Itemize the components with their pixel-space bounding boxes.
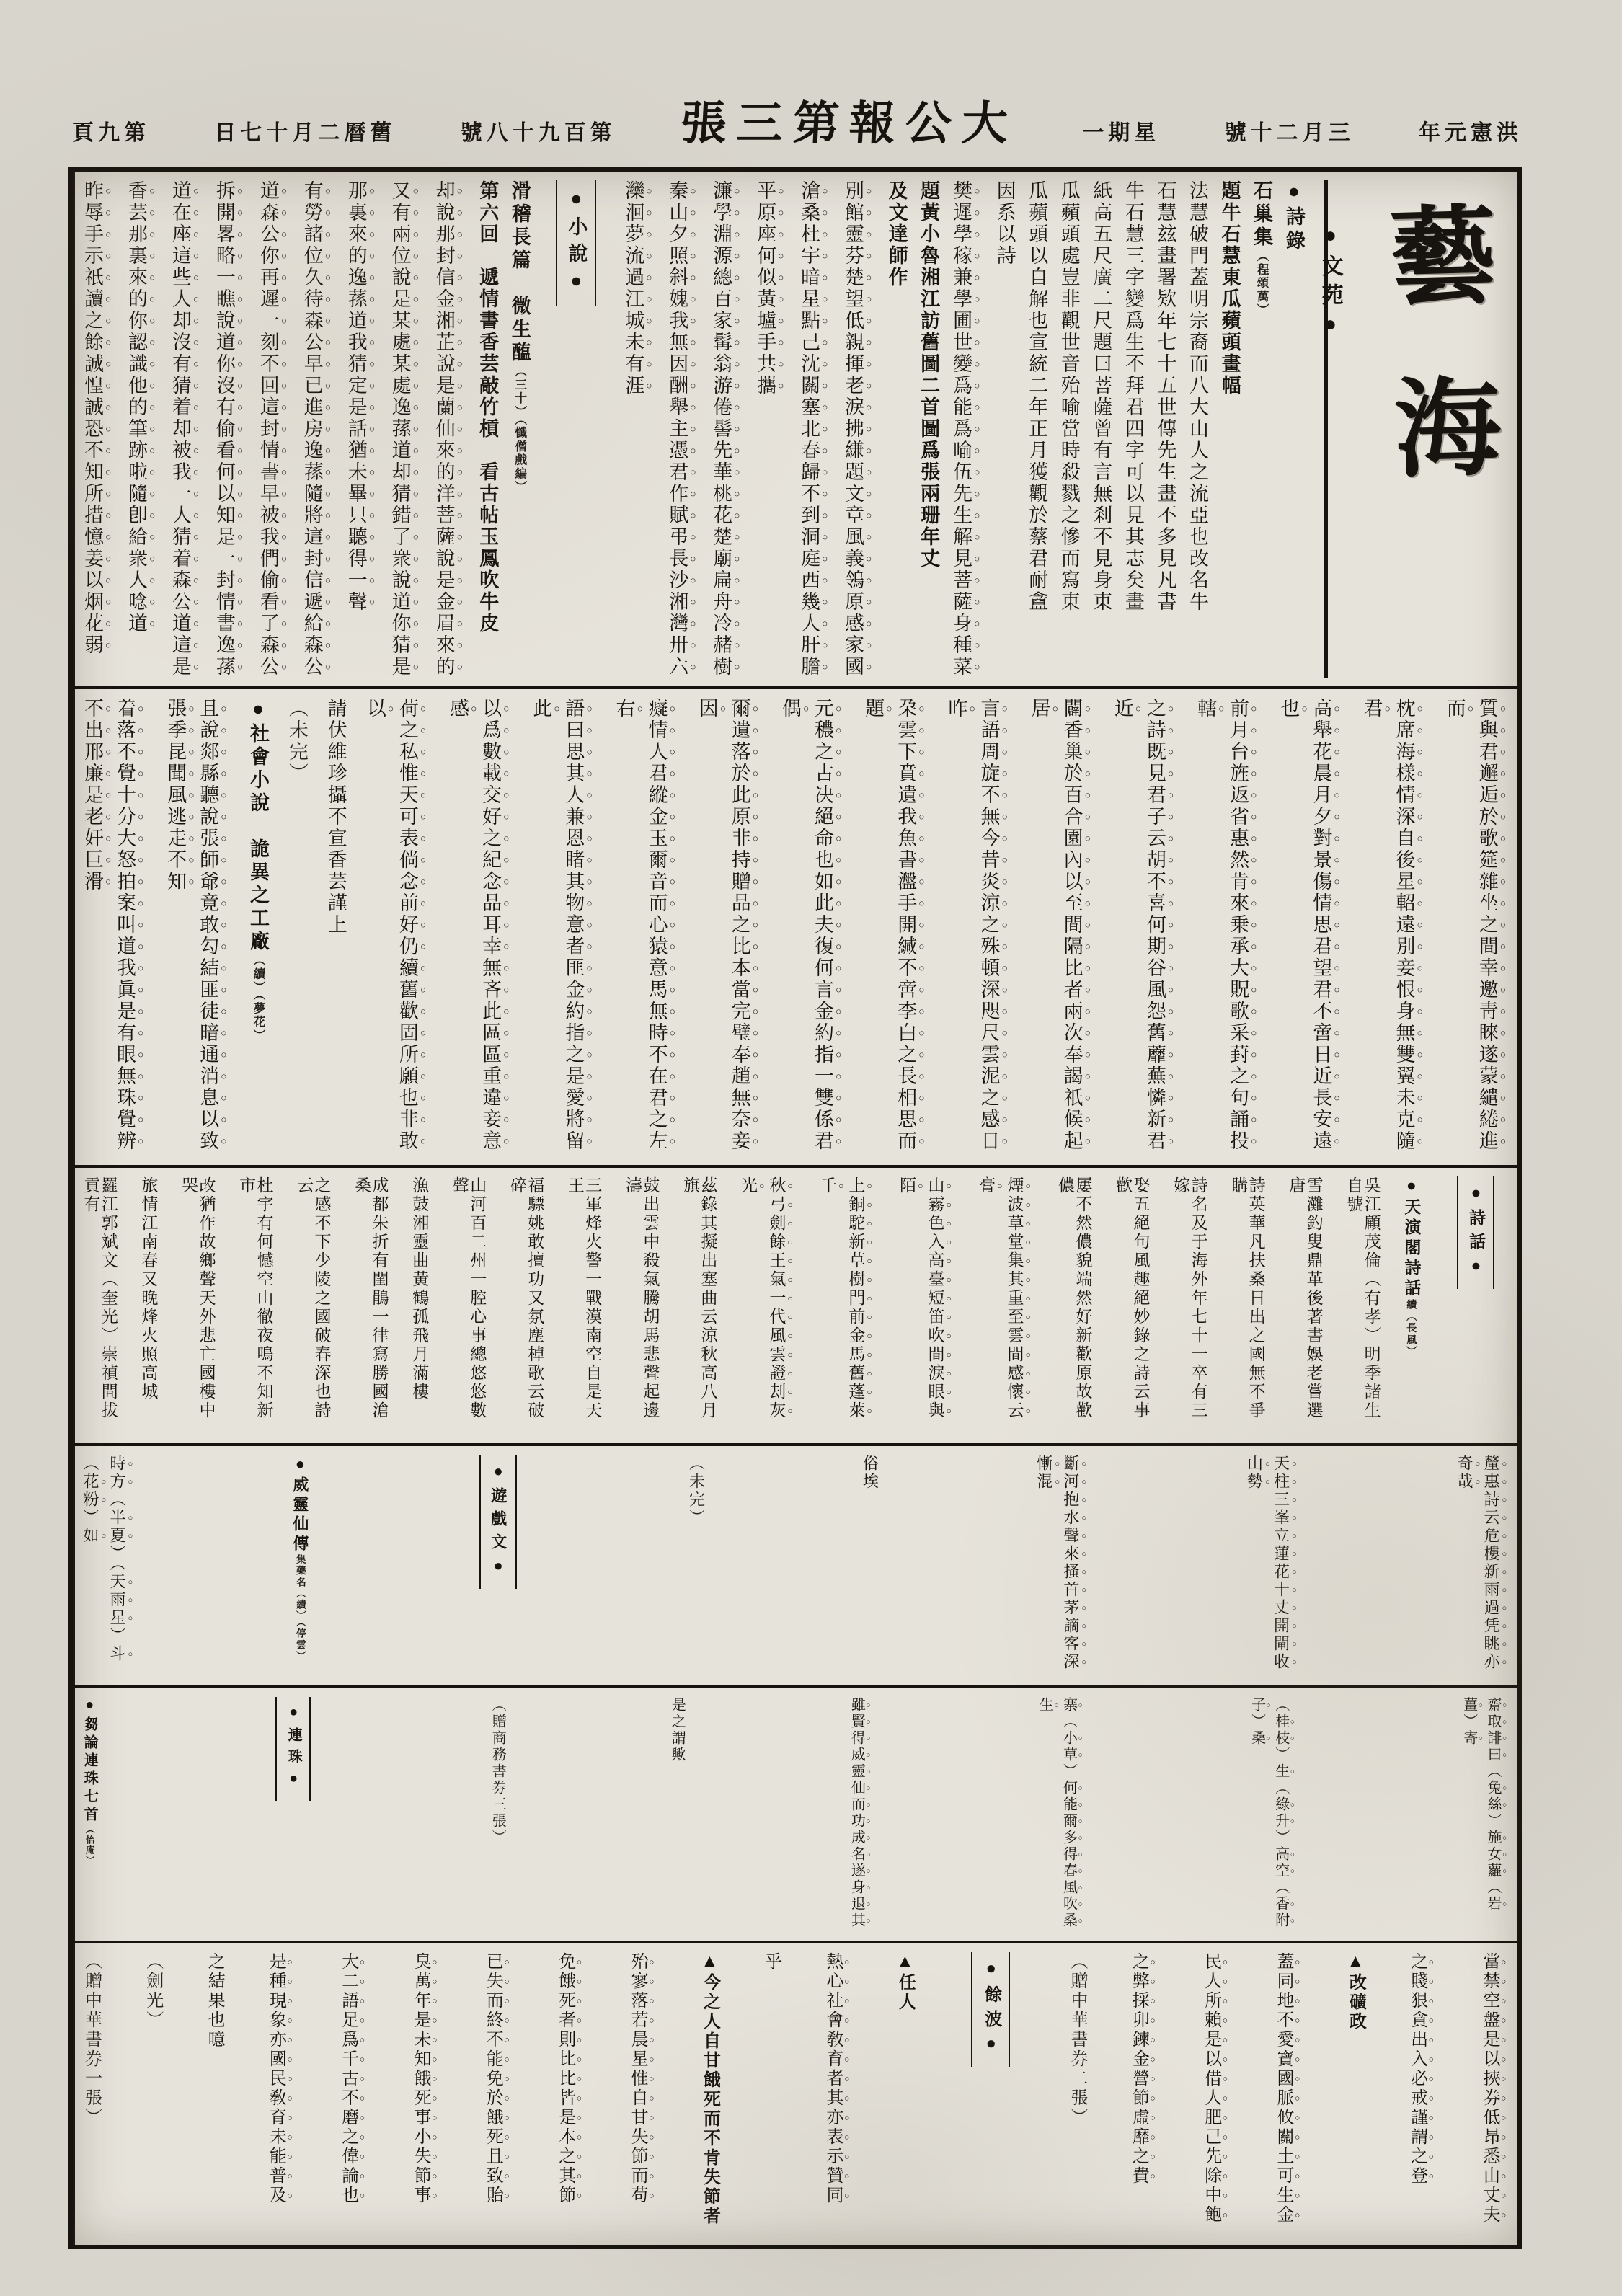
text-column: 已失而終不能免於餓死且致貽	[483, 1952, 502, 2205]
masthead-old-calendar-date: 日七十月二曆舊	[214, 120, 396, 145]
column-annotation: （怡庵）	[84, 1825, 95, 1866]
text-column: 因系以詩	[993, 180, 1016, 267]
text-column: 第六回 遞情書香芸敲竹槓 看古帖玉鳳吹牛皮	[477, 180, 499, 634]
text-column: 題牛石慧東瓜蘋頭畫幅	[1218, 180, 1241, 396]
text-column: ●威靈仙傳集藥名（續）（停雲）	[291, 1455, 309, 1662]
text-column: 元穠之古决絕命也如此夫復何言金約指一雙係君偶	[779, 698, 834, 1152]
text-column: 寨（小草）何能爾多得春風吹桑生	[1037, 1697, 1077, 1929]
supplement-title-box	[1318, 180, 1510, 678]
text-column: 蓋同地不愛寶國脈攸關土可生金	[1274, 1952, 1293, 2225]
section-label-wenyuan: ●文苑●	[1314, 223, 1352, 526]
text-column: 秋弓劍餘王氣一代風雲證刦灰光	[739, 1176, 786, 1420]
text-column: 樊遲學稼兼學圃世變爲能爲喻伍先生解見菩薩身種菜	[950, 180, 972, 678]
text-column: 之賤狠貪出入必戒謹謂之登	[1407, 1952, 1427, 2186]
band-letter-and-social-novel	[73, 689, 1517, 1168]
text-column: 免餓死者則比比皆是本之其節	[555, 1952, 575, 2205]
column-annotation: （續）（夢花）	[252, 954, 266, 1042]
text-column: 雪灘釣叟鼎革後著書娛老嘗選唐	[1287, 1176, 1323, 1420]
text-column: 煙波草堂集其重至雲間感懷云膏	[977, 1176, 1024, 1420]
text-column: ●詩話●	[1457, 1176, 1494, 1289]
text-column: 道森公你再遲一刻不回這封情書早被我們偷看了森公	[257, 180, 279, 678]
text-column: 屢不然儂貌端然好新歡原故歡儂	[1056, 1176, 1092, 1420]
band-poetry-talk	[73, 1168, 1517, 1446]
text-column: 癡情人君縱金玉爾音而心猿意馬無時不在君之左右	[613, 698, 668, 1152]
text-column: 之感不下少陵之國破春深也詩云	[295, 1176, 331, 1420]
text-column: ▲任人	[895, 1952, 915, 2012]
text-column: 茲錄其擬出塞曲云涼秋高八月旗	[681, 1176, 717, 1420]
text-column: 熱心社會敎育者其亦表示贊同	[823, 1952, 843, 2205]
text-column: 及文達師作	[885, 180, 908, 288]
text-column: 且說郯縣聽說張師爺竟敢勾結匪徒暗通消息以致張季昆聞風逃走不知	[164, 698, 219, 1152]
text-column: 滄桑杜宇暗星點己沈關塞北春歸不到洞庭西幾人肝膽	[798, 180, 820, 678]
column-annotation: 集藥名（續）（停雲）	[294, 1554, 306, 1662]
text-column: 題黃小魯湘江訪舊圖二首圖爲張兩珊年丈	[918, 180, 940, 569]
text-column: ●天演閣詩話續（長風）	[1402, 1176, 1421, 1358]
text-column: 之詩既見君子云胡不喜何期谷風怨舊蘼蕪憐新君近	[1111, 698, 1166, 1152]
band-playful-prose	[73, 1446, 1517, 1688]
text-column: 成都朱折有閨鵑一律寫勝國滄桑	[353, 1176, 389, 1420]
text-column: 着落不覺十分大怒拍案叫道我眞是有眼無珠覺辨不出邢廉是老奸巨滑	[81, 698, 136, 1152]
text-column: 紙高五尺廣二尺題曰菩薩曾有言無剎不見身東	[1090, 180, 1112, 613]
text-column: 高舉花晨月夕對景傷情思君望君不啻日近長安遠也	[1277, 698, 1332, 1152]
text-column: （未完）	[687, 1455, 706, 1527]
band-poetry-and-novel	[73, 172, 1517, 689]
text-column: （贈中華書券一張）	[81, 1952, 101, 2127]
column-annotation: （三十）（懺僧戲編）	[513, 365, 527, 495]
masthead	[72, 98, 1523, 149]
band-ripples	[73, 1943, 1517, 2245]
text-column: 上銅駝新草樹門前金馬舊蓬萊千	[818, 1176, 865, 1420]
supplement-title-calligraphy: 藝海	[1372, 199, 1499, 546]
masthead-weekday: 一期星	[1082, 120, 1161, 145]
text-column: ●芻論連珠七首（怡庵）	[81, 1697, 98, 1866]
text-column: 時方（半夏）（天雨星）斗（花粉）如	[81, 1455, 126, 1663]
text-column: 山河百二州一腔心事總悠悠數聲	[450, 1176, 487, 1420]
text-column: 福驃姚敢擅功又氛塵棹歌云破碎	[508, 1176, 544, 1420]
text-column: 之結果也噫	[205, 1952, 224, 2049]
text-column: 旅情江南春又晚烽火照高城	[139, 1176, 158, 1401]
text-column: ▲改礦政	[1346, 1952, 1365, 2031]
text-column: 濂學淵源總百家髯翁游倦髻先華桃花楚廟扁舟冷赭樹	[710, 180, 732, 678]
text-column: 釐惠詩云危樓新雨過凭眺亦奇哉	[1455, 1455, 1500, 1671]
text-column: 瓜蘋頭以自解也宣統二年正月獲觀於蔡君耐盦	[1026, 180, 1048, 613]
text-column: 臭萬年是未知餓死事小失節事	[411, 1952, 430, 2205]
text-column: 當禁空盤是以挾券低昂悉由丈夫	[1480, 1952, 1499, 2225]
text-column: 鼓出雲中殺氣騰胡馬悲聲起邊濤	[623, 1176, 660, 1420]
text-column: 荷之私惟天可表倘念前好仍續舊歡固所願也非敢以	[363, 698, 418, 1152]
text-column: 前月台旌返省惠然肯來乗承大貺歌采葑之句誦投轄	[1195, 698, 1249, 1152]
text-column: 請伏維珍攝不宣香芸謹上	[324, 698, 347, 936]
text-column: 滑稽長篇 微生醢（三十）（懺僧戲編）	[508, 180, 531, 495]
text-column: 殆寥落若晨星惟自甘失節而苟	[628, 1952, 647, 2205]
text-column: （劍光）	[143, 1952, 162, 2030]
text-column: 朶雲下賁遺我魚書瀊手開緘不啻李白之長相思而題	[862, 698, 917, 1152]
text-column: （贈中華書券二張）	[1068, 1952, 1087, 2127]
text-column: 香芸那裏來的你認識他的筆跡啦隨卽給衆人唸道	[125, 180, 147, 634]
text-column: 詩英華凡扶桑日出之國無不爭購	[1229, 1176, 1265, 1420]
text-column: 言語周旋不無今昔炎涼之殊頓深咫尺雲泥之感日昨	[945, 698, 1000, 1152]
text-column: 別館靈芬楚望低親揮老淚拂縑題文章風義鴒原感家國	[842, 180, 864, 678]
masthead-paper-title: 張三第報公大	[679, 98, 1019, 149]
text-column: 乎	[761, 1952, 781, 1972]
text-column: ●社會小說 詭異之工廠（續）（夢花）	[247, 698, 270, 1042]
masthead-issue-number: 號八十九百第	[460, 120, 616, 145]
text-column: 枕席海樣情深自後星軺遠別妾恨身無雙翼未克隨君	[1360, 698, 1415, 1152]
text-column: 民人所賴是以借人肥己先除中飽	[1201, 1952, 1220, 2225]
masthead-date: 號十二月三	[1224, 120, 1355, 145]
text-column: 秦山夕照斜媿我無因酬舉主憑君作賦弔長沙湘灣卅六	[666, 180, 688, 678]
text-column: 石巢集（程頌萬）	[1251, 180, 1273, 317]
text-column: ▲今之人自甘餓死而不肯失節者	[700, 1952, 719, 2226]
text-column: 拆開畧略一瞧說道你沒有偷看何以知是一封情書逸蓀	[213, 180, 235, 678]
text-column: ●連珠●	[275, 1697, 311, 1801]
text-column: 斷河抱水聲來搔首茅謫客深慚混	[1034, 1455, 1080, 1671]
text-column: ●餘波●	[971, 1952, 1009, 2067]
masthead-year: 年元憲洪	[1418, 120, 1523, 145]
text-column: 詩名及于海外年七十一卒有三嫁	[1171, 1176, 1207, 1420]
text-column: ●詩錄	[1282, 180, 1305, 254]
text-column: 雖賢得威靈仙而功成名遂身退其	[848, 1697, 865, 1929]
text-column: 語曰思其人兼恩睹其物意者匪金約指之是愛將留此	[530, 698, 585, 1152]
column-annotation: 續（長風）	[1405, 1299, 1417, 1358]
text-column: 爾遺落於此原非持贈品之比本當完璧奉趙無奈妾因	[696, 698, 750, 1152]
text-column: 改猶作故鄉聲天外悲亡國樓中哭	[180, 1176, 216, 1420]
text-column: 漁鼓湘靈曲黃鶴孤飛月滿樓	[410, 1176, 429, 1401]
text-column: 闢香巢於百合園內以至間隔比者兩次奉謁祇候起居	[1028, 698, 1083, 1152]
text-column: 質與君邂逅於歌筵雜坐之間幸邀靑睞遂蒙繾綣進而	[1443, 698, 1498, 1152]
text-column: 娶五絕句風趣絕妙錄之詩云事歡	[1114, 1176, 1150, 1420]
text-column: 大二語足爲千古不磨之偉論也	[338, 1952, 358, 2205]
text-column: 却說那封信金湘芷說是蘭仙來的洋菩薩說是金眉來的	[433, 180, 455, 678]
text-column: （贈商務書券三張）	[489, 1697, 506, 1846]
text-column: 法慧破門蓋明宗裔而八大山人之流亞也改名牛	[1187, 180, 1209, 613]
text-column: 有勞諸位久待森公早已進房逸蓀隨將這封信遞給森公	[301, 180, 323, 678]
text-column: 瓜蘋頭處豈非觀世音殆喻當時殺戮之慘而寫東	[1058, 180, 1080, 613]
text-column: ●小說●	[556, 180, 597, 306]
text-column: 道在座這些人却沒有猜着却被我一人猜着森公道這是	[169, 180, 191, 678]
text-column: 昨辱手示祇讀之餘誠惶誠恐不知所措憶姜以烟花弱	[81, 180, 103, 656]
text-column: 灤洄夢流過江城未有涯	[622, 180, 644, 396]
text-column: 牛石慧三字變爲生不拜君四字可以見其志矣畫	[1122, 180, 1144, 613]
text-column: 之弊採卯鍊金營節虛靡之費	[1129, 1952, 1148, 2186]
text-column: 是之謂歟	[669, 1697, 686, 1763]
text-column: 羅江郭斌文（奎光）崇禎間拔貢有	[81, 1176, 118, 1420]
text-column: 平原座何似黃壚手共攜	[754, 180, 776, 396]
masthead-page-number: 頁九第	[72, 120, 150, 145]
text-column: 齋取誹曰（兔絲）施女蘿（岩薑）寄	[1461, 1697, 1501, 1912]
text-column: 是種現象亦國民敎育未能普及	[266, 1952, 285, 2205]
text-column: （桂枝）生（綠升）高空（香附子）桑	[1249, 1697, 1289, 1929]
text-column: ●遊戲文●	[479, 1455, 516, 1589]
text-column: 天柱三峯立蓮花十丈開閘收山勢	[1245, 1455, 1290, 1671]
text-column: 山霧色入高臺短笛吹間淚眼與陌	[898, 1176, 944, 1420]
text-column: 石慧玆畫署欵年七十五世傳先生畫不多見凡書	[1154, 180, 1176, 613]
text-column: 杜宇有何憾空山徹夜鳴不知新市	[237, 1176, 273, 1420]
text-column: 又有兩位說是某處某處逸蓀道却猜錯了衆說道你猜是	[389, 180, 411, 678]
text-column: 三軍烽火警一戰漠南空自是天王	[565, 1176, 602, 1420]
text-column: 吳江顧茂倫（有孝）明季諸生自號	[1344, 1176, 1381, 1420]
text-column: 俗埃	[861, 1455, 879, 1491]
text-column: 那裏來的逸蓀道我猜定是話猶未畢只聽得一聲	[345, 180, 367, 613]
column-annotation: （程頌萬）	[1255, 249, 1269, 317]
text-column: 以爲數載交好之紀念品耳幸無吝此區區重違妾意感	[447, 698, 502, 1152]
text-column: （未完）	[285, 698, 308, 784]
band-linked-pearls	[73, 1688, 1517, 1943]
page-frame	[68, 167, 1522, 2249]
